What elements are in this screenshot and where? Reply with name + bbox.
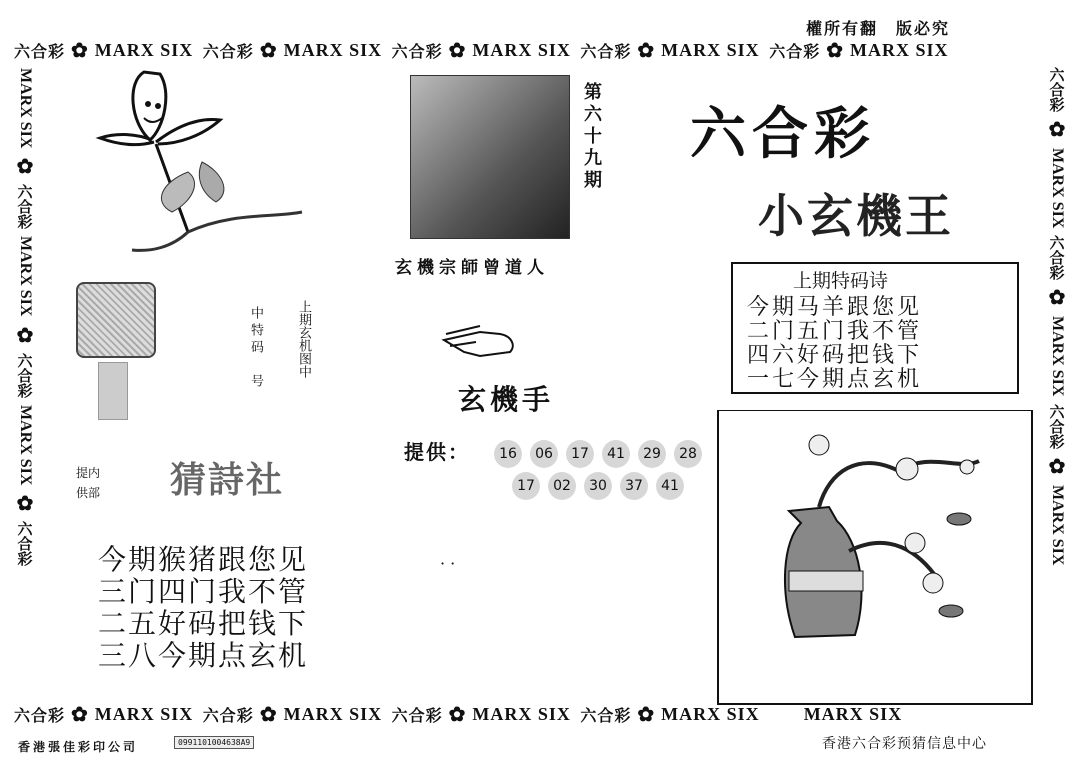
number-ball: 37 bbox=[620, 472, 648, 500]
seal-image bbox=[76, 282, 156, 358]
bottom-poem-line: 今期猴猪跟您见 bbox=[98, 543, 309, 576]
flower-icon: ✿ bbox=[16, 324, 34, 347]
flower-icon: ✿ bbox=[637, 40, 656, 62]
number-ball: 16 bbox=[494, 440, 522, 468]
decorative-dots: · · bbox=[440, 554, 456, 573]
border-en: MARX SIX bbox=[283, 704, 383, 724]
flower-icon: ✿ bbox=[16, 156, 34, 179]
barcode: 0991101004638A9 bbox=[174, 736, 254, 749]
bottom-poem-line: 三八今期点玄机 bbox=[98, 639, 309, 672]
last-poem-box bbox=[731, 262, 1019, 394]
last-poem-line: 今期马羊跟您见 bbox=[747, 295, 923, 320]
border-cn: 六合彩 bbox=[15, 184, 34, 230]
border-cn: 六合彩 bbox=[391, 706, 443, 725]
flower-icon: ✿ bbox=[1048, 287, 1066, 310]
copyright-notice: 權所有翻 版必究 bbox=[806, 19, 951, 38]
border-en: MARX SIX bbox=[661, 704, 760, 724]
border-en: MARX SIX bbox=[17, 236, 34, 317]
plant-illustration bbox=[92, 62, 312, 262]
master-name: 玄機宗師曾道人 bbox=[395, 258, 549, 278]
border-en: MARX SIX bbox=[849, 40, 949, 60]
sub-title: 小玄機王 bbox=[758, 189, 954, 243]
number-ball: 02 bbox=[548, 472, 576, 500]
flower-icon: ✿ bbox=[1048, 455, 1066, 478]
bottom-poem-line: 三门四门我不管 bbox=[98, 575, 309, 608]
number-ball: 41 bbox=[602, 440, 630, 468]
border-en: MARX SIX bbox=[472, 40, 571, 60]
number-ball: 17 bbox=[512, 472, 540, 500]
hand-label: 玄機手 bbox=[458, 383, 555, 416]
number-ball: 17 bbox=[566, 440, 594, 468]
border-en: MARX SIX bbox=[803, 704, 903, 724]
internal-tag: 提内 bbox=[76, 466, 101, 480]
border-cn: 六合彩 bbox=[202, 42, 254, 61]
provide-label: 提供： bbox=[404, 440, 470, 464]
flower-icon: ✿ bbox=[448, 704, 467, 726]
vase-illustration bbox=[719, 411, 1029, 701]
last-poem-line: 二门五门我不管 bbox=[747, 319, 923, 344]
hand-icon bbox=[440, 312, 520, 362]
border-cn: 六合彩 bbox=[769, 42, 821, 61]
border-cn: 六合彩 bbox=[580, 706, 632, 725]
flower-icon: ✿ bbox=[1048, 119, 1066, 141]
vase-frame bbox=[717, 410, 1033, 705]
number-ball: 29 bbox=[638, 440, 666, 468]
border-cn: 六合彩 bbox=[1047, 235, 1066, 281]
flower-icon: ✿ bbox=[826, 40, 844, 62]
border-cn: 六合彩 bbox=[15, 521, 34, 567]
last-poem-line: 四六好码把钱下 bbox=[747, 343, 923, 368]
number-ball: 41 bbox=[656, 472, 684, 500]
flower-icon: ✿ bbox=[16, 493, 34, 516]
guess-society: 猜詩社 bbox=[170, 459, 285, 501]
border-cn: 六合彩 bbox=[202, 706, 254, 725]
internal-tag: 供部 bbox=[76, 486, 101, 500]
bottom-border bbox=[14, 702, 906, 727]
border-cn: 六合彩 bbox=[391, 42, 443, 61]
flower-icon: ✿ bbox=[448, 40, 467, 62]
border-en: MARX SIX bbox=[17, 404, 34, 486]
issue-number: 第六十九期 bbox=[581, 82, 602, 192]
border-cn: 六合彩 bbox=[580, 42, 632, 61]
flower-icon: ✿ bbox=[259, 40, 278, 62]
right-border bbox=[1044, 64, 1070, 700]
border-en: MARX SIX bbox=[94, 704, 194, 724]
border-en: MARX SIX bbox=[17, 68, 34, 149]
border-en: MARX SIX bbox=[94, 40, 194, 60]
border-en: MARX SIX bbox=[283, 40, 383, 60]
seal-handle-image bbox=[98, 362, 128, 420]
number-ball: 06 bbox=[530, 440, 558, 468]
border-cn: 六合彩 bbox=[14, 42, 66, 61]
left-border bbox=[12, 64, 38, 700]
number-ball: 30 bbox=[584, 472, 612, 500]
border-en: MARX SIX bbox=[1049, 484, 1066, 566]
last-chart-note: 上期玄机图中 bbox=[296, 300, 311, 378]
flower-icon: ✿ bbox=[71, 704, 89, 726]
special-code-note: 中特码 号 bbox=[248, 306, 263, 391]
number-ball: 28 bbox=[674, 440, 702, 468]
border-en: MARX SIX bbox=[661, 40, 760, 60]
main-title: 六合彩 bbox=[690, 102, 876, 167]
border-cn: 六合彩 bbox=[1047, 67, 1066, 112]
bottom-poem-line: 二五好码把钱下 bbox=[98, 607, 309, 640]
border-en: MARX SIX bbox=[472, 704, 571, 724]
last-poem-line: 一七今期点玄机 bbox=[747, 367, 923, 392]
top-border bbox=[14, 38, 952, 63]
flower-icon: ✿ bbox=[637, 704, 656, 726]
info-center: 香港六合彩预猜信息中心 bbox=[822, 736, 987, 752]
border-cn: 六合彩 bbox=[14, 706, 66, 725]
border-en: MARX SIX bbox=[1049, 148, 1066, 229]
flower-icon: ✿ bbox=[259, 704, 278, 726]
master-photo bbox=[410, 75, 570, 239]
last-poem-title: 上期特码诗 bbox=[793, 270, 889, 292]
border-en: MARX SIX bbox=[1049, 316, 1066, 397]
border-cn: 六合彩 bbox=[1047, 403, 1066, 449]
printer-name: 香港張佳彩印公司 bbox=[18, 740, 139, 754]
flower-icon: ✿ bbox=[71, 40, 89, 62]
border-cn: 六合彩 bbox=[15, 352, 34, 398]
